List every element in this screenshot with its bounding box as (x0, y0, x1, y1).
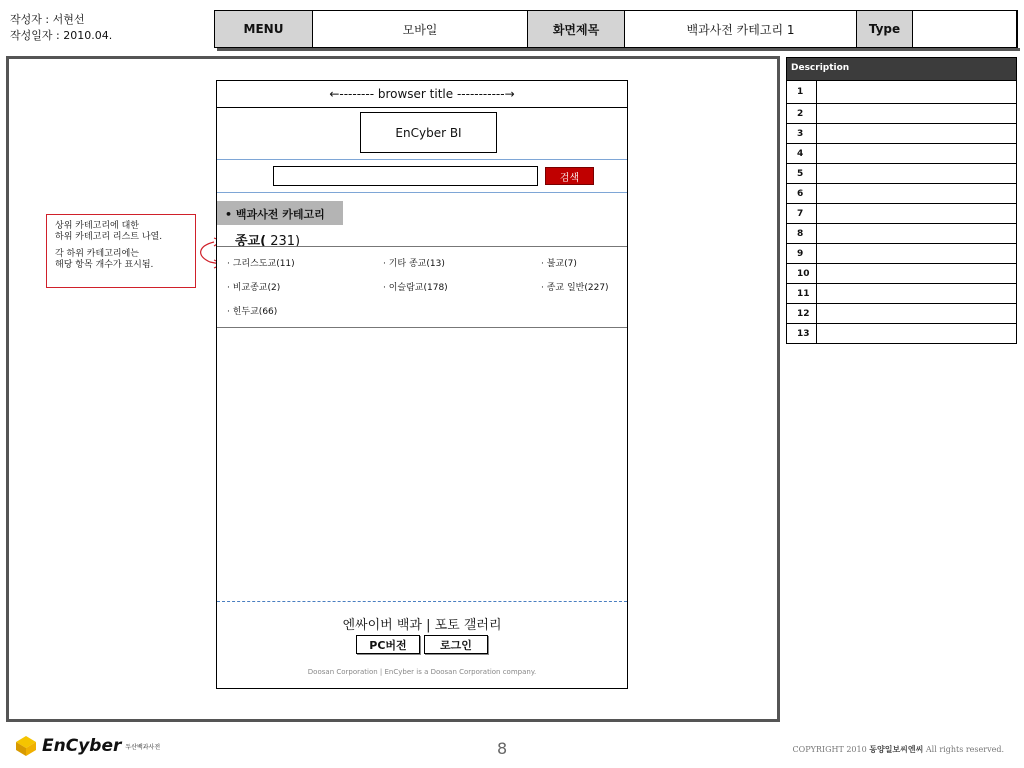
page-number: 8 (497, 739, 508, 758)
copyright (793, 744, 1004, 755)
category-item[interactable]: · 힌두교(66) (227, 307, 278, 317)
mobile-copyright: Doosan Corporation | EnCyber is a Doosan Corporation company. (307, 668, 537, 676)
copyright-company: 동양일보씨엔씨 (869, 744, 924, 754)
description-row (787, 203, 1016, 223)
description-row (787, 163, 1016, 183)
description-row-cell (817, 284, 1016, 303)
description-row-cell (817, 184, 1016, 203)
description-row (787, 303, 1016, 323)
logo-area (217, 108, 627, 160)
description-row-number: 10 (787, 264, 817, 283)
brand-subtitle: 두산백과사전 (125, 743, 161, 751)
header-table (214, 10, 1018, 48)
category-item[interactable]: · 불교(7) (541, 259, 577, 269)
description-row-cell (817, 224, 1016, 243)
header-shadow (217, 48, 1020, 51)
description-row-number: 1 (787, 81, 817, 103)
description-row-number: 12 (787, 304, 817, 323)
description-row-cell (817, 304, 1016, 323)
type-label: Type (857, 11, 913, 47)
annotation-line-1: 상위 카테고리에 대한 (55, 221, 139, 231)
description-row-number: 13 (787, 324, 817, 343)
description-row-number: 4 (787, 144, 817, 163)
copyright-suffix: All rights reserved. (925, 745, 1004, 754)
title-label: 화면제목 (528, 11, 625, 47)
browser-title-bar: ←-------- browser title -----------→ (217, 81, 627, 108)
encyber-logo-icon (14, 734, 38, 758)
description-row (787, 103, 1016, 123)
description-row-number: 6 (787, 184, 817, 203)
menu-value: 모바일 (313, 11, 528, 47)
annotation-line-3: 각 하위 카테고리에는 (55, 249, 139, 259)
description-row (787, 263, 1016, 283)
annotation-line-2: 하위 카테고리 리스트 나열. (55, 232, 163, 242)
category-item[interactable]: · 비교종교(2) (227, 283, 281, 293)
type-value (913, 11, 1017, 47)
description-row-cell (817, 324, 1016, 343)
description-header: Description (787, 58, 1016, 80)
description-row-cell (817, 164, 1016, 183)
subcategory-name: 종교( (235, 234, 267, 249)
description-row-cell (817, 204, 1016, 223)
description-row-number: 8 (787, 224, 817, 243)
description-table (786, 57, 1017, 344)
description-row-cell (817, 124, 1016, 143)
subcategory-count: 231) (266, 234, 301, 249)
pc-version-button[interactable]: PC버전 (356, 635, 420, 654)
description-row-cell (817, 81, 1016, 103)
description-row-cell (817, 264, 1016, 283)
description-row (787, 283, 1016, 303)
description-row (787, 80, 1016, 103)
brand-logo (14, 734, 160, 758)
category-item[interactable]: · 이슬람교(178) (383, 283, 448, 293)
date-label: 작성일자 : 2010.04. (10, 29, 113, 42)
annotation-note (46, 214, 196, 288)
description-row-number: 2 (787, 104, 817, 123)
annotation-line-4: 해당 항목 개수가 표시됨. (55, 260, 154, 270)
description-row (787, 143, 1016, 163)
search-button[interactable]: 검색 (545, 167, 594, 185)
author-info (10, 12, 112, 44)
description-row (787, 323, 1016, 343)
description-row-cell (817, 104, 1016, 123)
category-item[interactable]: · 기타 종교(13) (383, 259, 445, 269)
footer-links[interactable]: 엔싸이버 백과 | 포토 갤러리 (342, 618, 502, 633)
description-row (787, 123, 1016, 143)
description-row-number: 11 (787, 284, 817, 303)
title-value: 백과사전 카테고리 1 (625, 11, 857, 47)
mobile-screen (216, 80, 628, 689)
description-row (787, 243, 1016, 263)
description-row-cell (817, 244, 1016, 263)
logo[interactable]: EnCyber BI (360, 112, 497, 153)
description-row-number: 3 (787, 124, 817, 143)
category-header: • 백과사전 카테고리 (217, 201, 343, 225)
divider (217, 246, 627, 247)
brand-name: EnCyber (42, 736, 122, 756)
divider (217, 327, 627, 328)
description-row-number: 5 (787, 164, 817, 183)
category-item[interactable]: · 종교 일반(227) (541, 283, 609, 293)
search-input[interactable] (273, 166, 538, 186)
copyright-prefix: COPYRIGHT 2010 (792, 745, 867, 754)
footer-divider (217, 601, 627, 602)
search-area (217, 160, 627, 193)
description-row (787, 223, 1016, 243)
description-row-number: 9 (787, 244, 817, 263)
login-button[interactable]: 로그인 (424, 635, 488, 654)
menu-label: MENU (215, 11, 313, 47)
author-label: 작성자 : 서현선 (10, 13, 85, 26)
description-row-number: 7 (787, 204, 817, 223)
description-row (787, 183, 1016, 203)
category-item[interactable]: · 그리스도교(11) (227, 259, 295, 269)
footer-buttons (217, 635, 627, 654)
description-row-cell (817, 144, 1016, 163)
